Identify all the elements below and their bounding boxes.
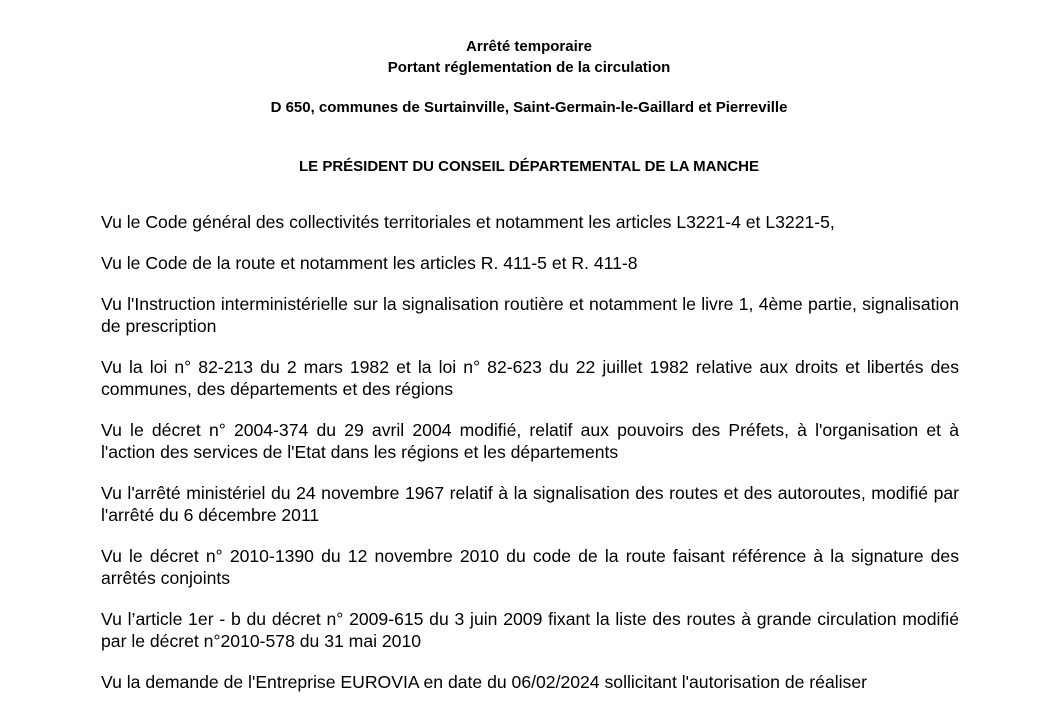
title-line-2: Portant réglementation de la circulation: [387, 59, 671, 76]
paragraph-7: Vu le décret n° 2010-1390 du 12 novembre 2010 du code de la route faisant référence à la signature des arrêtés conjoints: [101, 546, 959, 588]
document-title: [0, 36, 1058, 78]
authority-heading: LE PRÉSIDENT DU CONSEIL DÉPARTEMENTAL DE LA MANCHE: [298, 158, 760, 175]
road-line: D 650, communes de Surtainville, Saint-Germain-le-Gaillard et Pierreville: [270, 99, 788, 116]
paragraph-8: Vu l’article 1er - b du décret n° 2009-615 du 3 juin 2009 fixant la liste des routes à grande circulation modifié par le décret n°2010-578 du 31 mai 2010: [101, 609, 959, 651]
paragraph-2: Vu le Code de la route et notamment les articles R. 411-5 et R. 411-8: [101, 253, 638, 273]
paragraph-1: Vu le Code général des collectivités territoriales et notamment les articles L3221-4 et L3221-5,: [101, 212, 835, 232]
paragraph-6: Vu l'arrêté ministériel du 24 novembre 1967 relatif à la signalisation des routes et des autoroutes, modifié par l'arrêté du 6 décembre 2011: [101, 483, 959, 525]
title-line-1: Arrêté temporaire: [466, 38, 592, 55]
document-body: [101, 211, 959, 712]
paragraph-4: Vu la loi n° 82-213 du 2 mars 1982 et la loi n° 82-623 du 22 juillet 1982 relative aux droits et libertés des communes, des départements et des régions: [101, 357, 959, 399]
paragraph-9: Vu la demande de l'Entreprise EUROVIA en date du 06/02/2024 sollicitant l'autorisation de réaliser: [101, 672, 867, 692]
paragraph-3: Vu l'Instruction interministérielle sur la signalisation routière et notamment le livre 1, 4ème partie, signalisation de prescription: [101, 294, 959, 336]
paragraph-5: Vu le décret n° 2004-374 du 29 avril 2004 modifié, relatif aux pouvoirs des Préfets, à l'organisation et à l'action des services de l'Etat dans les régions et les départements: [101, 420, 959, 462]
